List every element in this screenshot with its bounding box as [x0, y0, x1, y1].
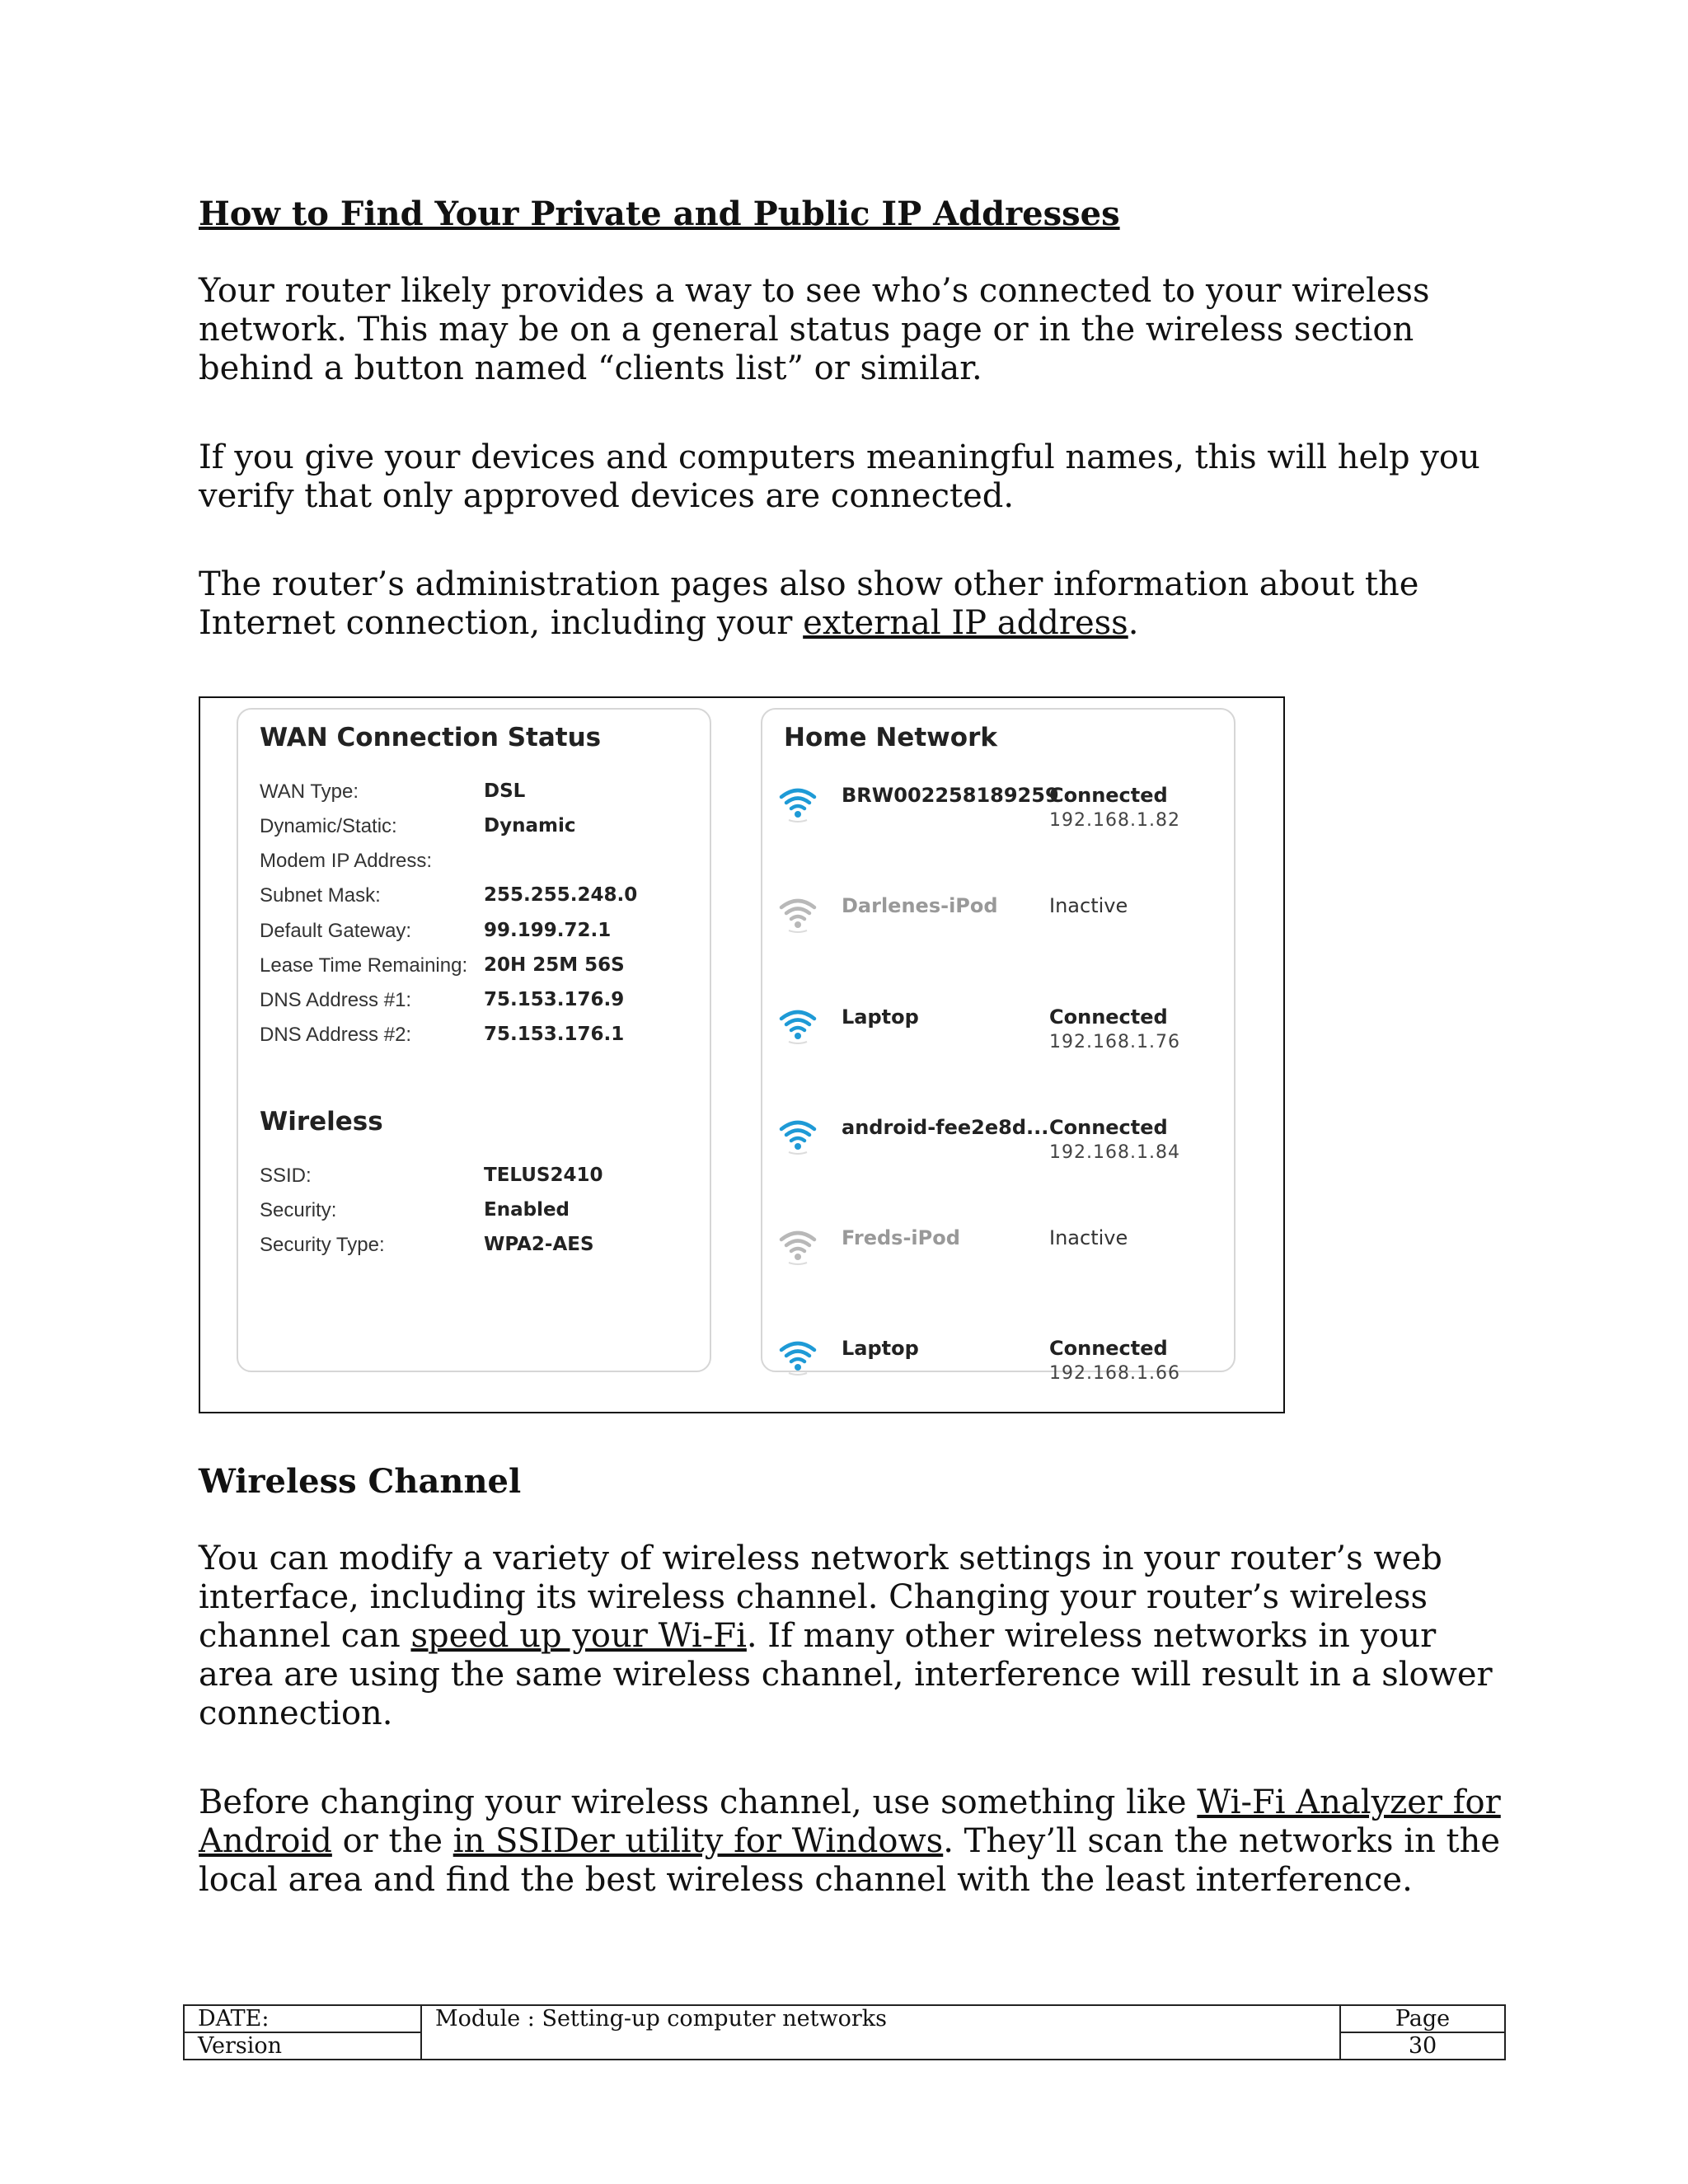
section-title-wireless-channel: Wireless Channel — [199, 1462, 522, 1501]
device-status: Connected — [1049, 1116, 1168, 1139]
device-status: Connected — [1049, 1005, 1168, 1029]
paragraph-text: . If many other wireless networks in your area are using the same wireless channel, interference will result in a slower connection. — [199, 1617, 1493, 1732]
device-status: Connected — [1049, 784, 1168, 807]
device-ip: 192.168.1.76 — [1049, 1032, 1180, 1052]
wifi-signal-icon — [777, 1004, 818, 1045]
wan-panel-title: WAN Connection Status — [260, 723, 602, 752]
device-entry[interactable] — [777, 1225, 1239, 1282]
wan-row-label: Subnet Mask: — [260, 884, 381, 907]
wireless-section-title: Wireless — [260, 1107, 383, 1137]
device-entry[interactable] — [777, 893, 1239, 950]
paragraph-channel-settings — [199, 1540, 1517, 1733]
inssider-link[interactable]: in SSIDer utility for Windows — [452, 1822, 944, 1860]
wireless-row-label: Security Type: — [260, 1234, 385, 1256]
device-ip: 192.168.1.82 — [1049, 810, 1180, 831]
paragraph-analyzer-tools — [199, 1783, 1517, 1900]
wan-row-value: 255.255.248.0 — [484, 884, 638, 906]
device-entry[interactable] — [777, 1335, 1239, 1393]
wifi-signal-icon — [777, 1114, 818, 1155]
footer-page-label: Page — [1340, 2005, 1505, 2032]
footer-module: Module : Setting-up computer networks — [421, 2005, 1340, 2060]
device-entry[interactable] — [777, 1114, 1239, 1172]
wan-row-value: DSL — [484, 780, 526, 802]
device-name: Laptop — [842, 1337, 919, 1360]
footer-page-number: 30 — [1340, 2032, 1505, 2060]
device-status: Inactive — [1049, 894, 1128, 917]
paragraph-text: You can modify a variety of wireless network settings in your router’s web interface, including its wireless channel. Changing your router’s wireless channel can — [199, 1540, 1442, 1655]
paragraph-clients-list: Your router likely provides a way to see who’s connected to your wireless network. This may be on a general status page or in the wireless section behind a button named “clients list” or similar. — [199, 272, 1430, 387]
paragraph-text: or the — [331, 1822, 453, 1860]
wan-row-label: DNS Address #2: — [260, 1024, 412, 1046]
wan-row-label: Lease Time Remaining: — [260, 954, 468, 977]
device-name: BRW002258189259 — [842, 784, 1059, 807]
wan-row-label: Modem IP Address: — [260, 850, 432, 872]
speed-up-wifi-link[interactable]: speed up your Wi-Fi — [410, 1617, 747, 1655]
device-entry[interactable] — [777, 782, 1239, 840]
paragraph-text: Before changing your wireless channel, use something like — [199, 1783, 1198, 1821]
wan-row-label: DNS Address #1: — [260, 989, 412, 1011]
device-ip: 192.168.1.66 — [1049, 1363, 1180, 1384]
footer-date-label: DATE: — [184, 2005, 421, 2032]
device-name: Darlenes-iPod — [842, 894, 998, 917]
paragraph-text: . — [1128, 604, 1139, 642]
device-status: Connected — [1049, 1337, 1168, 1360]
wan-row-value: 99.199.72.1 — [484, 920, 612, 941]
device-status: Inactive — [1049, 1226, 1128, 1249]
wan-row-label: Dynamic/Static: — [260, 815, 397, 837]
device-name: android-fee2e8d... — [842, 1116, 1049, 1139]
footer-version-label: Version — [184, 2032, 421, 2060]
wifi-signal-icon — [777, 1335, 818, 1376]
wan-row-value: Dynamic — [484, 815, 576, 837]
wan-row-label: WAN Type: — [260, 780, 359, 803]
wan-row-value: 75.153.176.9 — [484, 989, 625, 1010]
home-panel-title: Home Network — [784, 723, 997, 752]
external-ip-link[interactable]: external IP address — [803, 604, 1128, 642]
device-name: Laptop — [842, 1005, 919, 1029]
paragraph-device-names: If you give your devices and computers meaningful names, this will help you verify that only approved devices are connected. — [199, 438, 1480, 515]
wireless-row-value: WPA2-AES — [484, 1234, 594, 1255]
router-status-screenshot — [199, 696, 1285, 1413]
wan-row-value: 20H 25M 56S — [484, 954, 625, 976]
paragraph-admin-pages — [199, 565, 1517, 643]
footer-table — [183, 2004, 1506, 2060]
page-title: How to Find Your Private and Public IP Addresses — [199, 194, 1120, 233]
wan-row-value: 75.153.176.1 — [484, 1024, 625, 1045]
device-ip: 192.168.1.84 — [1049, 1142, 1180, 1163]
paragraph-text: . They’ll scan the networks in the local area and find the best wireless channel with the least interference. — [199, 1822, 1501, 1899]
wireless-row-value: TELUS2410 — [484, 1165, 603, 1186]
wifi-signal-icon — [777, 893, 818, 934]
wireless-row-label: Security: — [260, 1199, 337, 1221]
paragraph-text: The router’s administration pages also show other information about the Internet connection, including your — [199, 565, 1419, 642]
wifi-signal-icon — [777, 1225, 818, 1266]
wireless-row-value: Enabled — [484, 1199, 570, 1221]
device-name: Freds-iPod — [842, 1226, 960, 1249]
device-entry[interactable] — [777, 1004, 1239, 1062]
wifi-signal-icon — [777, 782, 818, 823]
wifi-analyzer-link[interactable]: Wi-Fi Analyzer for Android — [199, 1783, 1501, 1860]
wan-row-label: Default Gateway: — [260, 920, 412, 942]
wireless-row-label: SSID: — [260, 1165, 312, 1187]
